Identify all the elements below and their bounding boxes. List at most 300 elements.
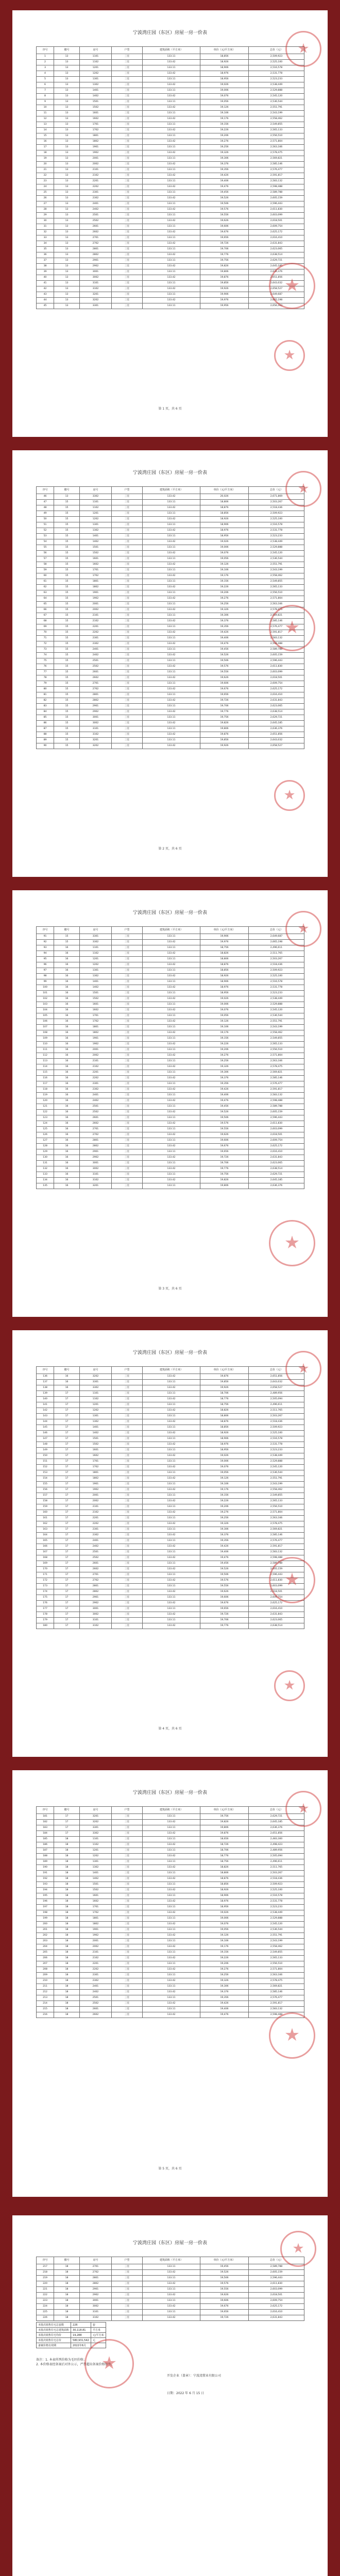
table-cell: 2,643,032 [249, 738, 304, 743]
table-cell: 三室 [112, 275, 143, 281]
table-cell: 三室 [112, 1161, 143, 1166]
table-cell: 三室 [112, 1482, 143, 1487]
table-cell: 1802 [80, 1476, 112, 1482]
table-cell: 19,776 [200, 252, 249, 258]
table-cell: 106 [37, 1019, 54, 1025]
table-cell: 46 [37, 494, 54, 500]
table-cell: 2,625,172 [249, 2304, 304, 2310]
table-cell: 59 [37, 568, 54, 573]
table-cell: 133.11 [143, 1183, 200, 1189]
column-header: 总价（元） [249, 1807, 304, 1814]
table-cell: 133.42 [143, 230, 200, 235]
table-row [37, 2007, 304, 2012]
table-cell: 19,856 [200, 1380, 249, 1385]
note-line: 备注：1. 本表所列价格为毛坯价格； [36, 2358, 87, 2362]
table-cell: 2,589,788 [249, 1561, 304, 1567]
table-cell: 133.42 [143, 1933, 200, 1939]
table-cell: 133.42 [143, 1431, 200, 1436]
table-cell: 18,906 [200, 1436, 249, 1442]
table-cell: 77 [37, 670, 54, 675]
table-cell: 1502 [80, 551, 112, 556]
table-cell: 150 [37, 1453, 54, 1459]
table-cell: 2101 [80, 1950, 112, 1956]
table-row [37, 145, 304, 150]
table-cell: 18,706 [200, 1391, 249, 1397]
table-cell: 13 [54, 179, 80, 184]
table-cell: 25 [37, 190, 54, 196]
table-cell: 三室 [112, 1606, 143, 1612]
summary-cell: 套 [91, 2323, 106, 2328]
table-cell: 三室 [112, 1104, 143, 1110]
table-cell: 三室 [112, 721, 143, 726]
table-cell: 19,006 [200, 88, 249, 94]
table-cell: 2,571,804 [249, 1967, 304, 1973]
table-cell: 三室 [112, 298, 143, 303]
table-cell: 三室 [112, 1521, 143, 1527]
table-cell: 132 [37, 1166, 54, 1172]
table-cell: 三室 [112, 264, 143, 269]
table-cell: 19,256 [200, 602, 249, 607]
table-cell: 133.42 [143, 517, 200, 522]
table-cell: 2402 [80, 1990, 112, 1995]
table-cell: 19,926 [200, 743, 249, 749]
table-cell: 18,856 [200, 511, 249, 517]
table-cell: 133.11 [143, 1149, 200, 1155]
table-cell: 2702 [80, 687, 112, 692]
table-cell: 193 [37, 1882, 54, 1888]
table-cell: 2,545,120 [249, 1922, 304, 1927]
table-cell: 133.11 [143, 1950, 200, 1956]
table-cell: 三室 [112, 1087, 143, 1093]
column-header: 单价（元/平方米） [200, 47, 249, 54]
table-cell: 三室 [112, 1499, 143, 1504]
table-cell: 2,623,065 [249, 1618, 304, 1623]
table-cell: 133.42 [143, 1876, 200, 1882]
table-cell: 19,726 [200, 698, 249, 704]
table-cell: 2,529,888 [249, 1916, 304, 1922]
table-cell: 18 [54, 1910, 80, 1916]
table-cell: 19,156 [200, 1950, 249, 1956]
table-cell: 2,496,611 [249, 1859, 304, 1865]
table-cell: 15 [54, 698, 80, 704]
table-cell: 133.11 [143, 1172, 200, 1178]
table-cell: 133.42 [143, 653, 200, 658]
table-cell: 95 [37, 957, 54, 962]
table-cell: 三室 [112, 1865, 143, 1871]
table-cell: 19,826 [200, 264, 249, 269]
table-cell: 121 [37, 1104, 54, 1110]
table-cell: 133.42 [143, 721, 200, 726]
table-cell: 2,543,199 [249, 1482, 304, 1487]
table-cell: 三室 [112, 213, 143, 218]
table-row [37, 556, 304, 562]
table-row [37, 286, 304, 292]
table-cell: 15 [54, 738, 80, 743]
table-cell: 155 [37, 1482, 54, 1487]
table-row [37, 1036, 304, 1042]
table-cell: 222 [37, 2293, 54, 2298]
table-cell: 15 [54, 641, 80, 647]
table-row [37, 1098, 304, 1104]
table-row [37, 1087, 304, 1093]
table-cell: 19,556 [200, 1127, 249, 1132]
table-cell: 1501 [80, 99, 112, 105]
table-row [37, 77, 304, 82]
table-cell: 三室 [112, 698, 143, 704]
table-row [37, 1414, 304, 1419]
table-row [37, 624, 304, 630]
table-cell: 19,826 [200, 1178, 249, 1183]
table-cell: 18,976 [200, 1442, 249, 1448]
table-cell: 三室 [112, 1076, 143, 1081]
table-row [37, 1093, 304, 1098]
table-cell: 2,523,233 [249, 77, 304, 82]
table-cell: 3101 [80, 1172, 112, 1178]
table-row [37, 534, 304, 539]
table-cell: 18,956 [200, 991, 249, 996]
table-cell: 3101 [80, 1618, 112, 1623]
table-cell: 16 [54, 991, 80, 996]
table-cell: 三室 [112, 1138, 143, 1144]
table-cell: 三室 [112, 1589, 143, 1595]
table-cell: 20,026 [200, 494, 249, 500]
table-cell: 三室 [112, 207, 143, 213]
table-cell: 16 [54, 1138, 80, 1144]
table-cell: 133.11 [143, 715, 200, 721]
table-cell: 133.11 [143, 2310, 200, 2315]
table-cell: 19,326 [200, 1978, 249, 1984]
table-cell: 2,583,132 [249, 1093, 304, 1098]
table-cell: 145 [37, 1425, 54, 1431]
table-cell: 133.42 [143, 60, 200, 65]
table-cell: 125 [37, 1127, 54, 1132]
table-row [37, 500, 304, 505]
table-cell: 2802 [80, 252, 112, 258]
table-row [37, 1385, 304, 1391]
table-row [37, 1933, 304, 1939]
table-cell: 24 [37, 184, 54, 190]
table-cell: 19,476 [200, 1098, 249, 1104]
table-cell: 2,603,099 [249, 213, 304, 218]
table-cell: 18,956 [200, 534, 249, 539]
table-cell: 2,596,443 [249, 658, 304, 664]
table-row [37, 54, 304, 60]
table-cell: 15 [54, 528, 80, 534]
table-cell: 13 [54, 133, 80, 139]
table-cell: 3001 [80, 715, 112, 721]
table-cell: 19,576 [200, 2281, 249, 2287]
table-cell: 2,516,578 [249, 1436, 304, 1442]
table-cell: 三室 [112, 568, 143, 573]
table-row [37, 974, 304, 979]
table-cell: 三室 [112, 670, 143, 675]
table-cell: 133.42 [143, 218, 200, 224]
official-seal-icon [285, 1351, 321, 1387]
table-row [37, 167, 304, 173]
table-cell: 133.11 [143, 556, 200, 562]
table-cell: 2,578,475 [249, 1521, 304, 1527]
table-cell: 1301 [80, 77, 112, 82]
table-cell: 18 [54, 1888, 80, 1893]
table-cell: 133.11 [143, 1493, 200, 1499]
table-cell: 133.42 [143, 1121, 200, 1127]
table-cell: 2,576,477 [249, 167, 304, 173]
table-cell: 76 [37, 664, 54, 670]
table-cell: 133.11 [143, 1984, 200, 1990]
table-cell: 三室 [112, 139, 143, 145]
table-cell: 三室 [112, 2281, 143, 2287]
table-cell: 19,526 [200, 1567, 249, 1572]
table-cell: 1402 [80, 1876, 112, 1882]
table-cell: 13 [54, 71, 80, 77]
table-cell: 2201 [80, 1961, 112, 1967]
table-cell: 133.11 [143, 979, 200, 985]
table-cell: 三室 [112, 1459, 143, 1465]
table-cell: 161 [37, 1516, 54, 1521]
table-cell: 18 [54, 1995, 80, 2001]
table-cell: 三室 [112, 2007, 143, 2012]
table-cell: 131 [37, 1161, 54, 1166]
table-cell: 19,426 [200, 630, 249, 636]
table-row [37, 1470, 304, 1476]
table-cell: 133.11 [143, 1436, 200, 1442]
table-cell: 130 [37, 1155, 54, 1161]
table-row [37, 1493, 304, 1499]
summary-row [37, 2323, 106, 2328]
table-cell: 19,876 [200, 1374, 249, 1380]
table-cell: 2,623,065 [249, 1161, 304, 1166]
table-cell: 133.11 [143, 1059, 200, 1064]
table-cell: 15 [54, 647, 80, 653]
table-row [37, 1882, 304, 1888]
table-cell: 19,056 [200, 1470, 249, 1476]
table-cell: 三室 [112, 1172, 143, 1178]
table-cell: 17 [54, 1431, 80, 1436]
table-cell: 三室 [112, 1110, 143, 1115]
table-cell: 2,496,611 [249, 1402, 304, 1408]
table-cell: 15 [54, 585, 80, 590]
table-row [37, 1059, 304, 1064]
table-cell: 16 [54, 1059, 80, 1064]
table-cell: 2,656,343 [249, 303, 304, 309]
table-row [37, 1453, 304, 1459]
table-cell: 181 [37, 1814, 54, 1820]
table-cell: 三室 [112, 602, 143, 607]
table-cell: 133.11 [143, 190, 200, 196]
table-cell: 三室 [112, 1922, 143, 1927]
table-cell: 2,538,449 [249, 1453, 304, 1459]
table-row [37, 985, 304, 991]
table-cell: 16 [54, 979, 80, 985]
table-cell: 三室 [112, 1888, 143, 1893]
table-cell: 133.42 [143, 1374, 200, 1380]
table-cell: 三室 [112, 1121, 143, 1127]
table-cell: 1102 [80, 1842, 112, 1848]
table-cell: 2,651,856 [249, 1831, 304, 1837]
table-cell: 三室 [112, 528, 143, 534]
table-cell: 15 [54, 590, 80, 596]
table-cell: 86 [37, 721, 54, 726]
table-cell: 133.42 [143, 2001, 200, 2007]
table-row [37, 658, 304, 664]
table-cell: 133.42 [143, 743, 200, 749]
table-row [37, 934, 304, 940]
summary-cell: 本批次销售住宅均价 [37, 2333, 71, 2338]
table-cell: 19,556 [200, 670, 249, 675]
table-cell: 2,638,514 [249, 252, 304, 258]
table-row [37, 139, 304, 145]
table-cell: 91 [37, 934, 54, 940]
table-row [37, 562, 304, 568]
table-cell: 3301 [80, 303, 112, 309]
table-cell: 18 [54, 2270, 80, 2276]
table-cell: 1702 [80, 573, 112, 579]
table-row [37, 207, 304, 213]
table-cell: 1201 [80, 957, 112, 962]
table-row [37, 201, 304, 207]
table-cell: 133.42 [143, 2012, 200, 2018]
table-cell: 19,376 [200, 1533, 249, 1538]
table-cell: 27 [37, 201, 54, 207]
table-cell: 三室 [112, 1555, 143, 1561]
table-cell: 133.11 [143, 1425, 200, 1431]
table-cell: 三室 [112, 1149, 143, 1155]
price-table [36, 486, 304, 749]
table-cell: 2101 [80, 1504, 112, 1510]
table-row [37, 1618, 304, 1623]
signature-date: 日期：2022 年 6 月 15 日 [167, 2392, 205, 2395]
table-cell: 2,563,166 [249, 602, 304, 607]
table-cell: 163 [37, 1527, 54, 1533]
table-cell: 2001 [80, 1939, 112, 1944]
table-row [37, 1956, 304, 1961]
table-cell: 2,578,475 [249, 1064, 304, 1070]
table-cell: 2802 [80, 698, 112, 704]
table-cell: 三室 [112, 704, 143, 709]
table-cell: 18 [54, 1973, 80, 1978]
table-cell: 72 [37, 641, 54, 647]
table-cell: 16 [54, 1178, 80, 1183]
table-cell: 133.42 [143, 732, 200, 738]
table-cell: 2301 [80, 1973, 112, 1978]
table-cell: 19,106 [200, 568, 249, 573]
table-cell: 18 [54, 1905, 80, 1910]
table-cell: 19,206 [200, 1047, 249, 1053]
column-header: 序号 [37, 927, 54, 934]
table-cell: 17 [54, 1510, 80, 1516]
table-cell: 18,856 [200, 1882, 249, 1888]
table-cell: 18 [54, 2281, 80, 2287]
table-cell: 1902 [80, 1042, 112, 1047]
table-cell: 2,543,199 [249, 568, 304, 573]
page-number: 第 2 页，共 6 页 [158, 847, 182, 851]
table-cell: 1601 [80, 111, 112, 116]
table-cell: 2,576,477 [249, 1081, 304, 1087]
table-row [37, 1419, 304, 1425]
table-cell: 2,565,133 [249, 585, 304, 590]
table-cell: 18 [54, 2264, 80, 2270]
table-cell: 1502 [80, 105, 112, 111]
table-cell: 三室 [112, 715, 143, 721]
page-title: 宁波湾庄园（东区）房屋一房一价表 [132, 1790, 207, 1795]
table-cell: 2,558,462 [249, 1944, 304, 1950]
table-cell: 133.42 [143, 275, 200, 281]
table-cell: 16 [54, 1115, 80, 1121]
table-cell: 162 [37, 1521, 54, 1527]
table-cell: 2801 [80, 1138, 112, 1144]
table-cell: 127 [37, 1138, 54, 1144]
table-cell: 2,589,788 [249, 1104, 304, 1110]
table-cell: 139 [37, 1391, 54, 1397]
table-cell: 2,571,804 [249, 596, 304, 602]
table-cell: 19,026 [200, 1910, 249, 1916]
table-cell: 55 [37, 545, 54, 551]
table-cell: 133.11 [143, 281, 200, 286]
table-cell: 1202 [80, 962, 112, 968]
table-cell: 1502 [80, 996, 112, 1002]
table-cell: 19,626 [200, 675, 249, 681]
table-cell: 18 [54, 1837, 80, 1842]
table-cell: 19,456 [200, 190, 249, 196]
table-cell: 19,226 [200, 1042, 249, 1047]
table-cell: 133.11 [143, 590, 200, 596]
page-title: 宁波湾庄园（东区）房屋一房一价表 [132, 2241, 207, 2246]
table-cell: 19,926 [200, 1385, 249, 1391]
price-table [36, 1366, 304, 1629]
table-cell: 三室 [112, 1064, 143, 1070]
table-cell: 71 [37, 636, 54, 641]
table-cell: 133.42 [143, 698, 200, 704]
table-cell: 2,649,687 [249, 292, 304, 298]
table-cell: 133.42 [143, 1555, 200, 1561]
table-cell: 2,658,527 [249, 1385, 304, 1391]
table-cell: 三室 [112, 1093, 143, 1098]
table-cell: 2,616,410 [249, 1149, 304, 1155]
table-cell: 19,706 [200, 1161, 249, 1166]
table-cell: 134 [37, 1178, 54, 1183]
table-cell: 206 [37, 1956, 54, 1961]
table-cell: 2,598,488 [249, 2012, 304, 2018]
table-cell: 19,226 [200, 1499, 249, 1504]
table-cell: 2,549,855 [249, 1036, 304, 1042]
table-cell: 13 [54, 258, 80, 264]
table-cell: 3202 [80, 743, 112, 749]
table-cell: 133.42 [143, 150, 200, 156]
summary-row [37, 2328, 106, 2333]
column-header: 楼号 [54, 47, 80, 54]
table-cell: 133.11 [143, 624, 200, 630]
table-cell: 30 [37, 218, 54, 224]
table-cell: 133.11 [143, 1893, 200, 1899]
table-row [37, 1374, 304, 1380]
table-cell: 19,626 [200, 218, 249, 224]
table-cell: 三室 [112, 534, 143, 539]
table-cell: 2,525,100 [249, 1888, 304, 1893]
table-cell: 2,549,855 [249, 122, 304, 128]
table-cell: 133.11 [143, 726, 200, 732]
table-cell: 三室 [112, 1916, 143, 1922]
table-cell: 13 [54, 111, 80, 116]
table-cell: 三室 [112, 71, 143, 77]
table-cell: 19,726 [200, 241, 249, 247]
table-cell: 133.11 [143, 1002, 200, 1008]
table-cell: 2,658,527 [249, 743, 304, 749]
table-cell: 66 [37, 607, 54, 613]
table-cell: 133.42 [143, 2304, 200, 2310]
table-cell: 133.11 [143, 2007, 200, 2012]
table-cell: 13 [54, 218, 80, 224]
table-row [37, 1380, 304, 1385]
